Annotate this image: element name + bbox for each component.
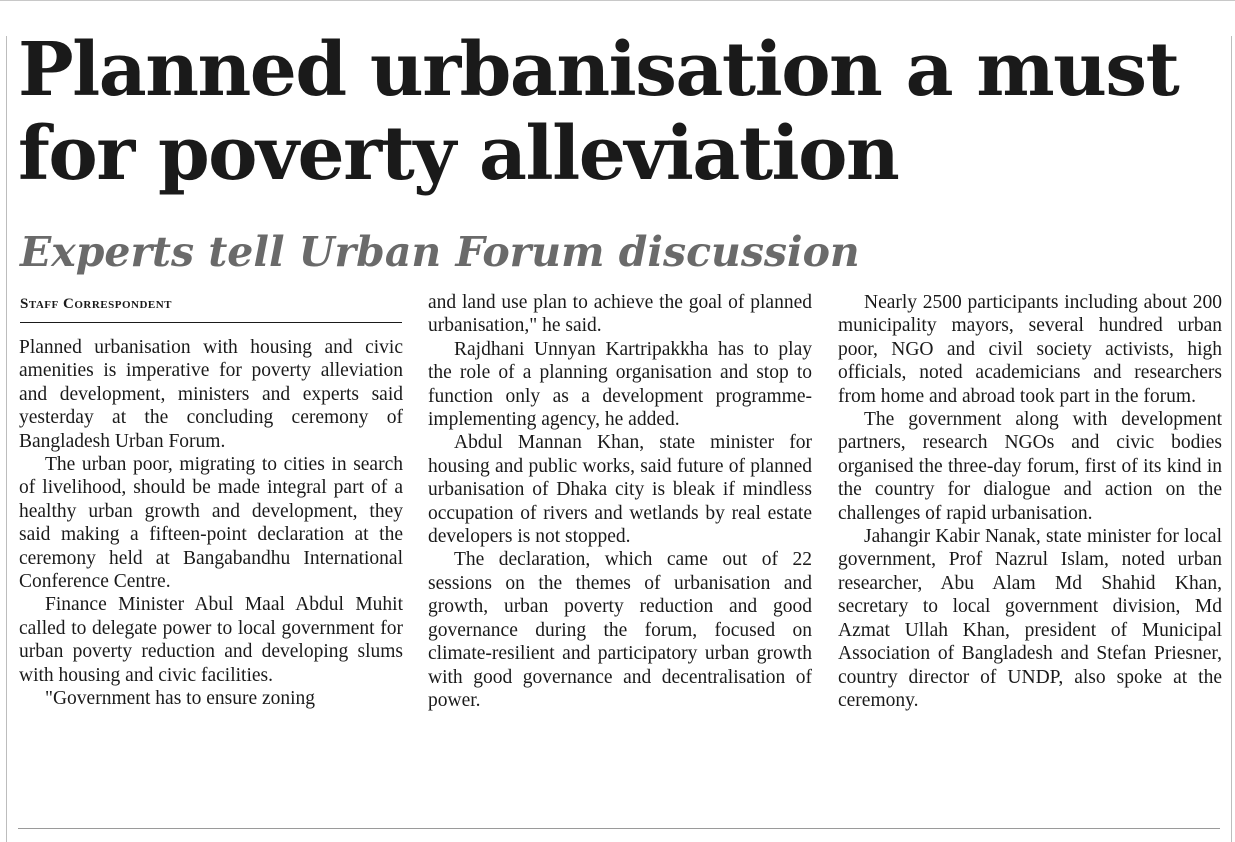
paragraph: Planned urbanisation with housing and civic amenities is imperative for poverty alleviation and development, ministers and experts said yesterday at the concluding ceremony of Bangladesh Urban Forum. [19, 337, 403, 452]
headline-line-1: Planned urbanisation a must [18, 27, 1179, 113]
right-border [1231, 36, 1232, 842]
article-column-2 [428, 291, 812, 712]
byline: Staff Correspondent [20, 296, 173, 312]
left-border [6, 36, 7, 842]
headline [18, 28, 1223, 196]
bottom-rule [18, 828, 1220, 829]
paragraph: Jahangir Kabir Nanak, state minister for local government, Prof Nazrul Islam, noted urban researcher, Abu Alam Md Shahid Khan, secretary to local government division, Md Azmat Ullah Khan, president of Municipal Association of Bangladesh and Stefan Priesner, country director of UNDP, also spoke at the ceremony. [838, 526, 1222, 711]
paragraph: Rajdhani Unnyan Kartripakkha has to play the role of a planning organisation and stop to function only as a development programme-implementing agency, he added. [428, 338, 812, 431]
paragraph: The urban poor, migrating to cities in search of livelihood, should be made integral part of a healthy urban growth and development, they said making a fifteen-point declaration at the ceremony held at Bangabandhu International Conference Centre. [19, 454, 403, 593]
paragraph: and land use plan to achieve the goal of planned urbanisation," he said. [428, 292, 812, 337]
article-column-1 [19, 336, 403, 711]
article-column-3 [838, 291, 1222, 712]
paragraph: Nearly 2500 participants including about 200 municipality mayors, several hundred urban poor, NGO and civil society activists, high officials, noted academicians and researchers from home and abroad took part in the forum. [838, 292, 1222, 407]
paragraph: Abdul Mannan Khan, state minister for housing and public works, said future of planned urbanisation of Dhaka city is bleak if mindless occupation of rivers and wetlands by real estate developers is not stopped. [428, 432, 812, 548]
paragraph: The declaration, which came out of 22 sessions on the themes of urbanisation and growth, urban poverty reduction and good governance during the forum, focused on climate-resilient and participatory urban growth with good governance and decentralisation of power. [428, 549, 812, 711]
subheadline: Experts tell Urban Forum discussion [20, 228, 860, 276]
paragraph: Finance Minister Abul Maal Abdul Muhit called to delegate power to local government for urban poverty reduction and developing slums with housing and civic facilities. [19, 594, 403, 686]
paragraph: "Government has to ensure zoning [45, 688, 316, 710]
headline-line-2: for poverty alleviation [18, 111, 899, 197]
top-border [0, 0, 1235, 1]
byline-rule [20, 322, 402, 323]
paragraph: The government along with development partners, research NGOs and civic bodies organised the three-day forum, first of its kind in the country for dialogue and action on the challenges of rapid urbanisation. [838, 409, 1222, 524]
